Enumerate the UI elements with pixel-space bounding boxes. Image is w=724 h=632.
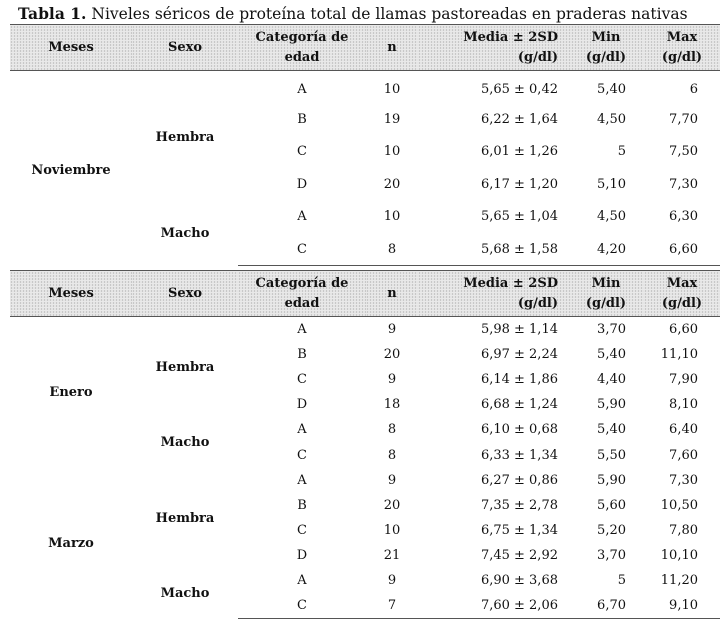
header-categoria <box>238 25 366 71</box>
mean-sd-cell: 6,17 ± 1,20 <box>480 176 558 192</box>
mean-sd-cell: 6,33 ± 1,34 <box>480 447 558 463</box>
n-cell: 9 <box>387 321 397 337</box>
sex-cell: Macho <box>160 225 210 241</box>
caption-label <box>18 4 86 23</box>
max-cell: 9,10 <box>644 594 720 619</box>
header-categoria-line2: edad <box>284 295 320 311</box>
table-row <box>10 71 720 104</box>
header-sexo: Sexo <box>132 25 238 71</box>
header-meses: Meses <box>10 271 132 317</box>
table-row <box>10 468 720 493</box>
min-cell: 3,70 <box>597 548 626 564</box>
n-cell: 19 <box>383 111 401 127</box>
mean-sd-cell: 7,60 ± 2,06 <box>418 594 568 619</box>
n-cell: 18 <box>383 397 401 413</box>
header-n: n <box>366 25 418 71</box>
header-min-line2: (g/dl) <box>585 49 627 65</box>
mean-sd-cell: 6,68 ± 1,24 <box>480 397 558 413</box>
sex-cell: Hembra <box>155 130 215 146</box>
header-min-line1: Min <box>591 275 621 291</box>
n-cell: 20 <box>383 497 401 513</box>
mean-sd-cell: 6,97 ± 2,24 <box>480 346 558 362</box>
max-cell: 8,10 <box>669 397 698 413</box>
category-cell: B <box>297 497 307 513</box>
caption-label-text: Tabla 1 <box>18 4 82 23</box>
min-cell: 5,40 <box>597 422 626 438</box>
sex-cell: Hembra <box>155 359 215 375</box>
category-cell: D <box>296 397 308 413</box>
min-cell: 5,90 <box>597 397 626 413</box>
mean-sd-cell: 6,22 ± 1,64 <box>480 111 558 127</box>
min-cell: 5,60 <box>597 497 626 513</box>
category-cell: B <box>297 111 307 127</box>
header-max <box>644 271 720 317</box>
header-media: Media ± 2SD (g/dl) <box>418 271 568 317</box>
category-cell: C <box>297 447 307 463</box>
min-cell: 4,40 <box>597 371 626 387</box>
header-min-line2: (g/dl) <box>585 295 627 311</box>
protein-table-november <box>10 24 720 266</box>
min-cell: 5,10 <box>597 176 626 192</box>
header-row <box>10 271 720 317</box>
table-caption <box>18 4 688 23</box>
mean-sd-cell: 6,90 ± 3,68 <box>480 573 558 589</box>
max-cell: 7,70 <box>669 111 698 127</box>
n-cell: 7 <box>366 594 418 619</box>
category-cell: C <box>297 371 307 387</box>
max-cell: 6,40 <box>669 422 698 438</box>
min-cell: 5,40 <box>597 346 626 362</box>
max-cell: 6,30 <box>669 209 698 225</box>
header-media: Media ± 2SD (g/dl) <box>418 25 568 71</box>
category-cell: C <box>297 144 307 160</box>
mean-sd-cell: 7,35 ± 2,78 <box>480 497 558 513</box>
max-cell: 7,80 <box>669 523 698 539</box>
n-cell: 21 <box>383 548 401 564</box>
mean-sd-cell: 6,10 ± 0,68 <box>480 422 558 438</box>
header-row <box>10 25 720 71</box>
min-cell: 5,50 <box>597 447 626 463</box>
min-cell: 4,20 <box>568 233 644 266</box>
min-cell: 5,20 <box>597 523 626 539</box>
n-cell: 20 <box>383 176 401 192</box>
header-sexo: Sexo <box>132 271 238 317</box>
n-cell: 8 <box>387 422 397 438</box>
min-cell: 5,90 <box>597 472 626 488</box>
month-cell: Marzo <box>48 535 94 551</box>
max-cell: 7,30 <box>669 176 698 192</box>
max-cell: 7,30 <box>669 472 698 488</box>
category-cell: B <box>297 346 307 362</box>
max-cell: 11,10 <box>660 346 698 362</box>
header-max <box>644 25 720 71</box>
sex-cell: Hembra <box>155 510 215 526</box>
mean-sd-cell: 5,68 ± 1,58 <box>418 233 568 266</box>
header-max-line1: Max <box>666 29 698 45</box>
mean-sd-cell: 5,65 ± 0,42 <box>480 81 558 97</box>
n-cell: 20 <box>383 346 401 362</box>
table-body-enero-marzo <box>10 317 720 619</box>
category-cell: C <box>297 523 307 539</box>
header-max-line2: (g/dl) <box>661 295 703 311</box>
mean-sd-cell: 5,65 ± 1,04 <box>480 209 558 225</box>
category-cell: A <box>297 573 307 589</box>
max-cell: 6,60 <box>644 233 720 266</box>
max-cell: 7,60 <box>669 447 698 463</box>
min-cell: 4,50 <box>597 111 626 127</box>
header-categoria-line1: Categoría de <box>255 29 349 45</box>
max-cell: 10,10 <box>660 548 698 564</box>
max-cell: 6,60 <box>669 321 698 337</box>
mean-sd-cell: 6,75 ± 1,34 <box>480 523 558 539</box>
min-cell: 6,70 <box>568 594 644 619</box>
n-cell: 8 <box>366 233 418 266</box>
header-categoria-line2: edad <box>284 49 320 65</box>
category-cell: A <box>297 81 307 97</box>
sex-cell: Macho <box>160 434 210 450</box>
max-cell: 7,50 <box>669 144 698 160</box>
category-cell: A <box>297 422 307 438</box>
min-cell: 5 <box>617 573 626 589</box>
header-n: n <box>366 271 418 317</box>
month-cell: Noviembre <box>31 162 111 178</box>
n-cell: 10 <box>383 81 401 97</box>
header-max-line2: (g/dl) <box>661 49 703 65</box>
table-body-november <box>10 71 720 266</box>
min-cell: 5,40 <box>597 81 626 97</box>
header-min-line1: Min <box>591 29 621 45</box>
n-cell: 10 <box>383 144 401 160</box>
mean-sd-cell: 6,01 ± 1,26 <box>480 144 558 160</box>
category-cell: D <box>296 548 308 564</box>
max-cell: 11,20 <box>660 573 698 589</box>
mean-sd-cell: 5,98 ± 1,14 <box>480 321 558 337</box>
header-min <box>568 25 644 71</box>
category-cell: D <box>296 176 308 192</box>
mean-sd-cell: 7,45 ± 2,92 <box>480 548 558 564</box>
table-row <box>10 317 720 342</box>
n-cell: 9 <box>387 573 397 589</box>
mean-sd-cell: 6,27 ± 0,86 <box>480 472 558 488</box>
category-cell: C <box>238 233 366 266</box>
n-cell: 9 <box>387 472 397 488</box>
n-cell: 10 <box>383 523 401 539</box>
caption-separator: . <box>81 4 87 23</box>
header-min <box>568 271 644 317</box>
header-meses: Meses <box>10 25 132 71</box>
n-cell: 10 <box>383 209 401 225</box>
sex-cell: Macho <box>160 586 210 602</box>
n-cell: 9 <box>387 371 397 387</box>
header-categoria <box>238 271 366 317</box>
category-cell: A <box>297 472 307 488</box>
min-cell: 3,70 <box>597 321 626 337</box>
max-cell: 6 <box>689 81 698 97</box>
n-cell: 8 <box>387 447 397 463</box>
mean-sd-cell: 6,14 ± 1,86 <box>480 371 558 387</box>
header-max-line1: Max <box>666 275 698 291</box>
category-cell: C <box>238 594 366 619</box>
header-categoria-line1: Categoría de <box>255 275 349 291</box>
caption-text: Niveles séricos de proteína total de llamas pastoreadas en praderas nativas <box>86 5 688 23</box>
min-cell: 4,50 <box>597 209 626 225</box>
category-cell: A <box>297 209 307 225</box>
min-cell: 5 <box>617 144 626 160</box>
max-cell: 7,90 <box>669 371 698 387</box>
max-cell: 10,50 <box>660 497 698 513</box>
month-cell: Enero <box>49 384 93 400</box>
category-cell: A <box>297 321 307 337</box>
protein-table-enero-marzo <box>10 270 720 619</box>
